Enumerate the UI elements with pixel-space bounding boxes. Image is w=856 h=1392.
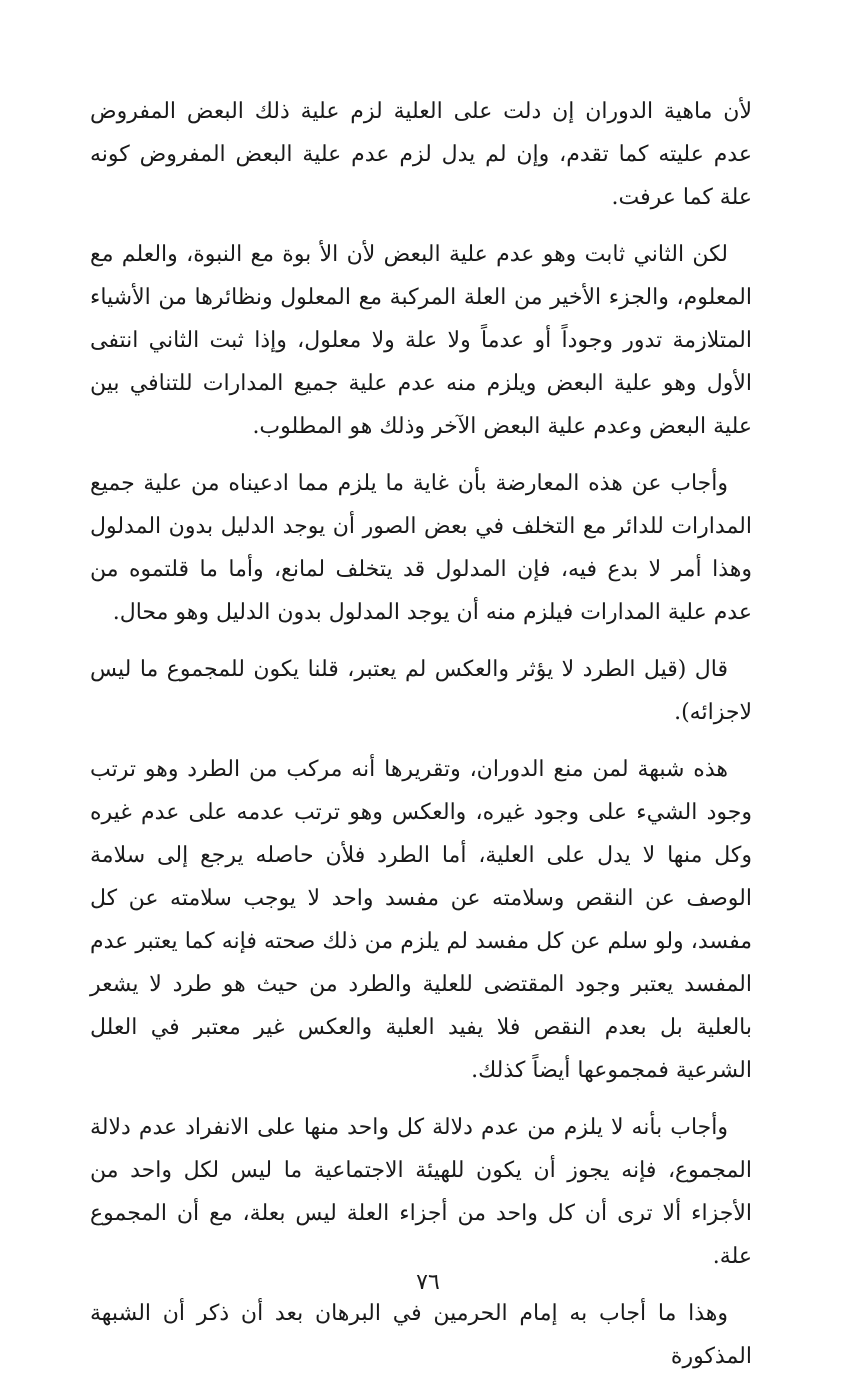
body-text	[90, 90, 752, 1392]
paragraph-5: هذه شبهة لمن منع الدوران، وتقريرها أنه مركب من الطرد وهو ترتب وجود الشيء على وجود غيره، والعكس وهو ترتب عدمه على عدم غيره وكل منها لا يدل على العلية، أما الطرد فلأن حاصله يرجع إلى سلامة الوصف عن النقص وسلامته عن مفسد واحد لا يوجب سلامته عن كل مفسد، ولو سلم عن كل مفسد لم يلزم من ذلك صحته فإنه كما يعتبر عدم المفسد يعتبر وجود المقتضى للعلية والطرد من حيث هو طرد لا يشعر بالعلية بل بعدم النقص فلا يفيد العلية والعكس غير معتبر في العلل الشرعية فمجموعها أيضاً كذلك.	[90, 757, 752, 1083]
page-number: ٧٦	[416, 1270, 440, 1295]
paragraph-6: وأجاب بأنه لا يلزم من عدم دلالة كل واحد منها على الانفراد عدم دلالة المجموع، فإنه يجوز أن يكون للهيئة الاجتماعية ما ليس لكل واحد من الأجزاء ألا ترى أن كل واحد من أجزاء العلة ليس بعلة، مع أن المجموع علة.	[90, 1115, 752, 1269]
paragraph-7: وهذا ما أجاب به إمام الحرمين في البرهان بعد أن ذكر أن الشبهة المذكورة	[90, 1301, 752, 1369]
paragraph-1: لأن ماهية الدوران إن دلت على العلية لزم علية ذلك البعض المفروض عدم عليته كما تقدم، وإن لم يدل لزم عدم علية البعض المفروض كونه علة كما عرفت.	[90, 99, 752, 210]
paragraph-2: لكن الثاني ثابت وهو عدم علية البعض لأن الأ بوة مع النبوة، والعلم مع المعلوم، والجزء الأخير من العلة المركبة مع المعلول ونظائرها من الأشياء المتلازمة تدور وجوداً أو عدماً ولا علة ولا معلول، وإذا ثبت الثاني انتفى الأول وهو علية البعض ويلزم منه عدم علية جميع المدارات للتنافي بين علية البعض وعدم علية البعض الآخر وذلك هو المطلوب.	[90, 242, 752, 439]
paragraph-3: وأجاب عن هذه المعارضة بأن غاية ما يلزم مما ادعيناه من علية جميع المدارات للدائر مع التخلف في بعض الصور أن يوجد الدليل بدون المدلول وهذا أمر لا بدع فيه، فإن المدلول قد يتخلف لمانع، وأما ما قلتموه من عدم علية المدارات فيلزم منه أن يوجد المدلول بدون الدليل وهو محال.	[90, 471, 752, 625]
paragraph-4: قال (قيل الطرد لا يؤثر والعكس لم يعتبر، قلنا يكون للمجموع ما ليس لاجزائه).	[90, 657, 752, 725]
